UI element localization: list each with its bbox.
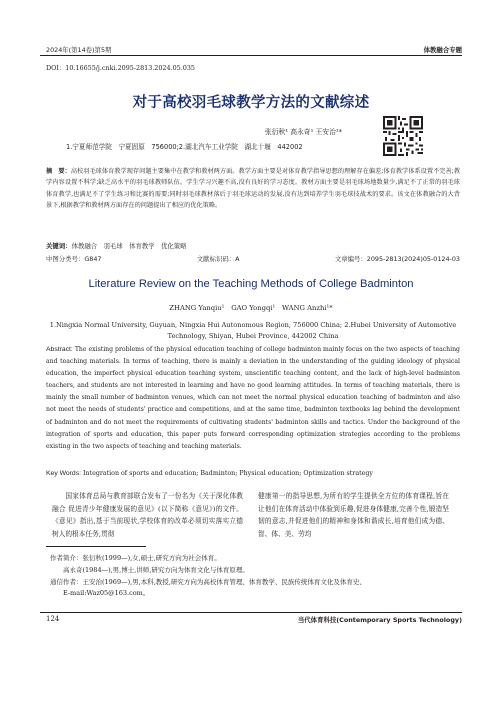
affiliation-chinese: 1.宁夏师范学院 宁夏固原 756000;2.湖北汽车工业学院 湖北十堰 442002 — [66, 143, 303, 151]
header-divider — [40, 55, 462, 56]
abstract-chinese — [46, 166, 460, 211]
qr-code-icon[interactable] — [383, 116, 423, 156]
keywords-text-en: Integration of sports and education; Badminton; Physical education; Optimization strategy — [81, 470, 373, 477]
body-paragraph-continued: 健康第一的指导思想,为所有的学生提供全方位的体育课程,旨在让他们在体育活动中体验到乐趣,促进身体健康,完善个性,锻造坚韧的意志,并促进他们的精神和身体和谐成长,培育他们成为德、智、体、美、劳均 — [258, 492, 449, 538]
abstract-text-cn: 高校羽毛球体育教学现存问题主要集中在教学和教材两方面。教学方面主要是对体育教学指导思想的理解存在偏差;体育教学体系设置不完善;教学内容设置不科学;缺乏高水平的羽毛球教师队伍。学生学习兴趣不高,没有良好的学习态度。教材方面主要是羽毛球场地数量少,满足不了正常的羽毛球体育教学,也满足不了学生练习和比赛的需要;同时羽毛球教材落后于羽毛球运动的发展,没有达到培养学生羽毛球技战术的要求。该文在体教融合的大背景下,根据教学和教材两方面存在的问题提出了相应的优化策略。 — [46, 168, 461, 209]
footnote-email[interactable]: E-mail:Waz05@163.com。 — [63, 589, 150, 598]
journal-name: 当代体育科技(Contemporary Sports Technology) — [297, 616, 462, 624]
footnote-divider — [46, 546, 146, 547]
keywords-label-cn: 关键词： — [46, 242, 72, 250]
keywords-english — [46, 470, 373, 477]
keywords-label-en: Key Words: — [46, 470, 82, 477]
classification-row — [46, 254, 460, 263]
affiliation-english: 1.Ningxia Normal University, Guyuan, Ningxia Hui Autonomous Region, 756000 China; 2.Hubei University of Automotive Technology, Shiyan, Hubei Province, 442002 China — [49, 321, 457, 340]
keywords-chinese — [46, 241, 187, 250]
clc-number: 中图分类号：G847 — [46, 255, 102, 263]
title-english: Literature Review on the Teaching Methods of College Badminton — [88, 278, 414, 290]
authors-chinese: 张衍秋¹ 高永奇¹ 王安治¹* — [264, 128, 342, 136]
body-column-left — [52, 490, 243, 540]
author-footnotes — [50, 553, 470, 600]
keywords-text-cn: 体教融合 羽毛球 体育教学 优化策略 — [71, 242, 187, 250]
footnote-author-2: 高永奇(1984—),男,博士,讲师,研究方向为体育文化与体育原理。 — [63, 565, 249, 574]
doi[interactable]: DOI：10.16655/j.cnki.2095-2813.2024.05.035 — [46, 64, 195, 72]
column-name: 体教融合专题 — [423, 46, 462, 54]
footer-divider — [40, 612, 462, 613]
title-chinese: 对于高校羽毛球教学方法的文献综述 — [132, 95, 370, 111]
abstract-label-en: Abstract: — [46, 346, 73, 353]
document-code: 文献标识码：A — [196, 255, 240, 263]
abstract-text-en: The existing problems of the physical education teaching of college badminton mainly focus on the two aspects of teaching and teaching materials. In terms of teaching, there is mainly a deviation in the understanding of the guiding ideology of physical education, the imperfect physical education teaching system, unscientific teaching content, and the lack of high-level badminton teachers, and students are not interested in learning and have no good learning attitudes. In terms of teaching materials, there is mainly the small number of badminton venues, which can not meet the normal physical education teaching of badminton and also not meet the needs of students' practice and competitions, and at the same time, badminton textbooks lag behind the development of badminton and do not meet the requirements of cultivating students' badminton skills and tactics. Under the background of the integration of sports and education, this paper puts forward corresponding optimization strategies according to the problems existing in the two aspects of teaching and teaching materials. — [46, 346, 460, 450]
abstract-english — [46, 344, 460, 453]
body-paragraph: 国家体育总局与教育部联合发布了一份名为《关于深化体教融合 促进青少年健康发展的意见》(以下简称《意见》)的文件。《意见》指出,基于当前现状,学校体育的改革必须切实落实立德树人的根本任务,贯彻 — [52, 492, 243, 538]
footnote-corresponding: 通信作者：王安治(1969—),男,本科,教授,研究方向为高校体育管理、体育教学、民族传统体育文化及体育史、 — [50, 577, 366, 586]
journal-issue: 2024年(第14卷)第5期 — [46, 46, 112, 54]
article-number: 文章编号：2095-2813(2024)05-0124-03 — [334, 255, 460, 263]
body-column-right — [258, 490, 449, 540]
authors-english: ZHANG Yanqiu¹ GAO Yongqi¹ WANG Anzhi¹* — [169, 304, 333, 312]
page-number: 124 — [46, 615, 60, 623]
abstract-label-cn: 摘 要： — [46, 168, 71, 175]
footnote-author-1: 作者简介：张衍秋(1999—),女,硕士,研究方向为社会体育。 — [50, 554, 221, 562]
